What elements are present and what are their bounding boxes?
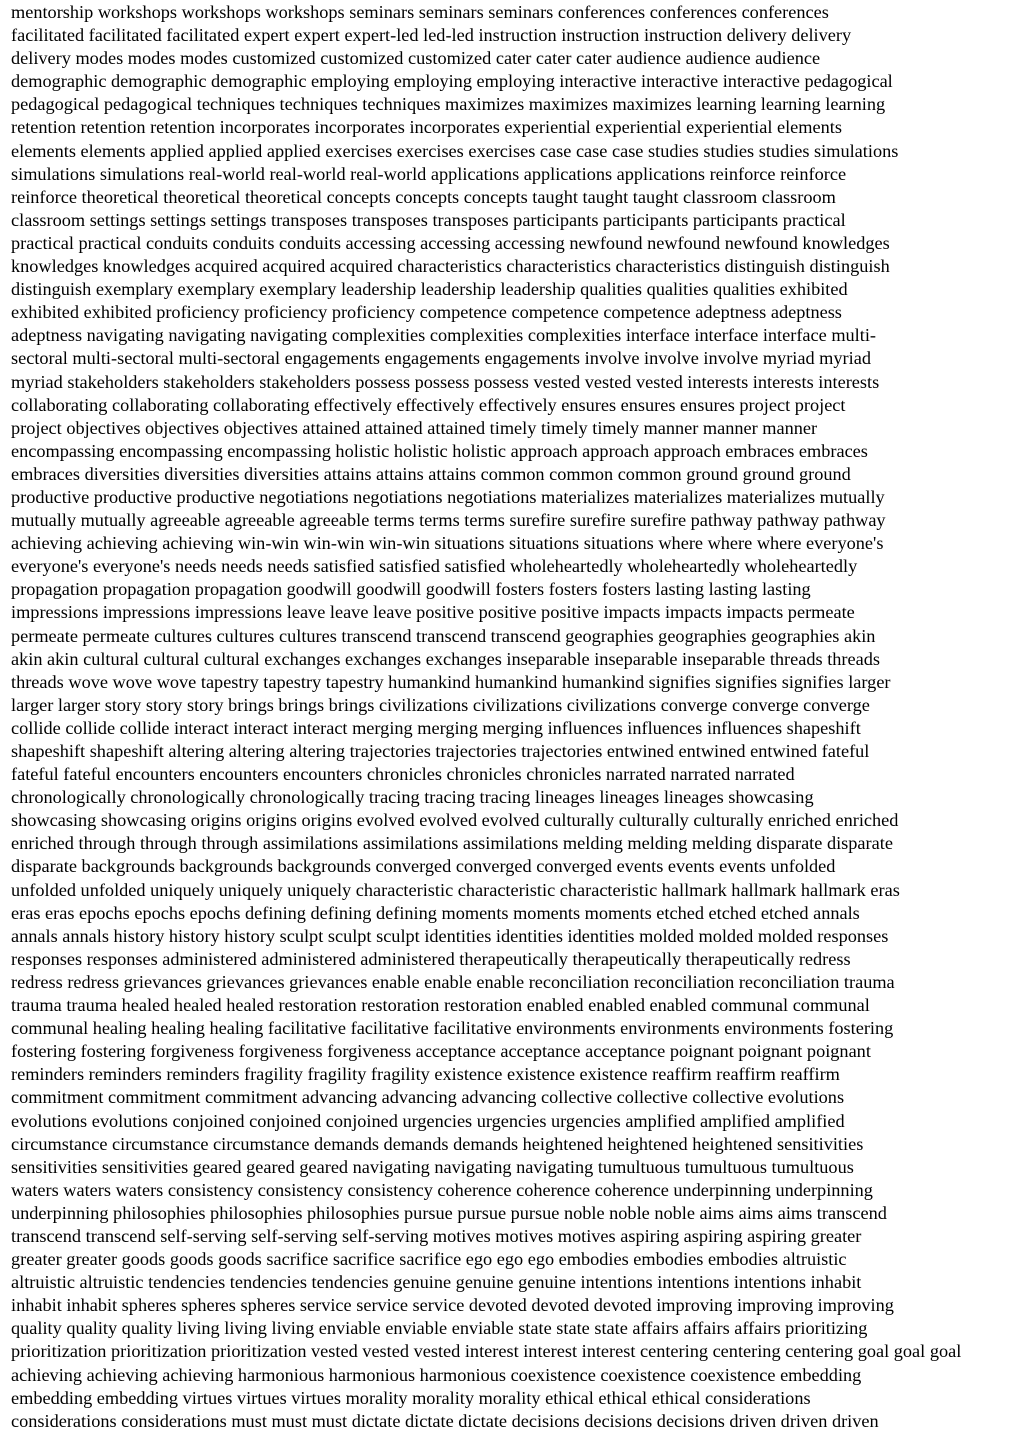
text-line: prioritization prioritization prioritization vested vested vested interest interest interest centering centering centering goal goal goal bbox=[11, 1341, 962, 1362]
text-line: elements elements applied applied applied exercises exercises exercises case case case studies studies studies simulations bbox=[11, 140, 899, 161]
text-line: redress redress grievances grievances grievances enable enable enable reconciliation reconciliation reconciliation trauma bbox=[11, 971, 895, 992]
text-line: reminders reminders reminders fragility fragility fragility existence existence existence reaffirm reaffirm reaffirm bbox=[11, 1064, 840, 1085]
text-line: knowledges knowledges acquired acquired acquired characteristics characteristics characteristics distinguish distinguish bbox=[11, 256, 890, 277]
text-line: demographic demographic demographic employing employing employing interactive interactive interactive pedagogical bbox=[11, 71, 893, 92]
text-line: permeate permeate cultures cultures cultures transcend transcend transcend geographies geographies geographies akin bbox=[11, 625, 876, 646]
text-line: mentorship workshops workshops workshops seminars seminars seminars conferences conferences conferences bbox=[11, 2, 829, 22]
text-line: retention retention retention incorporates incorporates incorporates experiential experiential experiential elements bbox=[11, 117, 842, 138]
text-line: achieving achieving achieving harmonious harmonious harmonious coexistence coexistence coexistence embedding bbox=[11, 1364, 862, 1385]
text-line: productive productive productive negotiations negotiations negotiations materializes materializes materializes mutually bbox=[11, 486, 885, 507]
text-line: sectoral multi-sectoral multi-sectoral engagements engagements engagements involve involve involve myriad myriad bbox=[11, 348, 871, 369]
text-line: classroom settings settings settings transposes transposes transposes participants participants participants practical bbox=[11, 209, 846, 230]
text-line: shapeshift shapeshift altering altering altering trajectories trajectories trajectories entwined entwined entwined fateful bbox=[11, 741, 870, 761]
body-text bbox=[11, 1, 1016, 1433]
text-line: simulations simulations real-world real-world real-world applications applications applications reinforce reinforce bbox=[11, 163, 847, 184]
text-line: altruistic altruistic tendencies tendencies tendencies genuine genuine genuine intentions intentions intentions inhabit bbox=[11, 1272, 862, 1293]
text-line: trauma trauma healed healed healed restoration restoration restoration enabled enabled enabled communal communal bbox=[11, 995, 870, 1016]
text-line: facilitated facilitated facilitated expert expert expert-led led-led instruction instruction instruction delivery delivery bbox=[11, 25, 852, 46]
text-line: evolutions evolutions conjoined conjoined conjoined urgencies urgencies urgencies amplified amplified amplified bbox=[11, 1110, 845, 1131]
text-line: fateful fateful encounters encounters encounters chronicles chronicles chronicles narrated narrated narrated bbox=[11, 764, 795, 785]
text-line: achieving achieving achieving win-win win-win win-win situations situations situations where where where everyone's bbox=[11, 533, 884, 554]
text-line: collide collide collide interact interact interact merging merging merging influences influences influences shapeshift bbox=[11, 717, 861, 738]
text-line: collaborating collaborating collaborating effectively effectively effectively ensures ensures ensures project project bbox=[11, 394, 846, 415]
text-line: circumstance circumstance circumstance demands demands demands heightened heightened heightened sensitivities bbox=[11, 1133, 864, 1154]
text-line: quality quality quality living living living enviable enviable enviable state state state affairs affairs affairs prioritizing bbox=[11, 1318, 868, 1339]
text-line: larger larger story story story brings brings brings civilizations civilizations civilizations converge converge converge bbox=[11, 694, 870, 715]
text-line: practical practical conduits conduits conduits accessing accessing accessing newfound newfound newfound knowledges bbox=[11, 232, 890, 253]
text-line: pedagogical pedagogical techniques techniques techniques maximizes maximizes maximizes learning learning learning bbox=[11, 94, 886, 115]
text-line: fostering fostering forgiveness forgiveness forgiveness acceptance acceptance acceptance poignant poignant poignant bbox=[11, 1041, 871, 1062]
text-line: inhabit inhabit spheres spheres spheres service service service devoted devoted devoted improving improving improving bbox=[11, 1295, 894, 1316]
text-line: encompassing encompassing encompassing holistic holistic holistic approach approach approach embraces embraces bbox=[11, 440, 868, 461]
text-line: myriad stakeholders stakeholders stakeholders possess possess possess vested vested vested interests interests interests bbox=[11, 371, 880, 392]
text-line: reinforce theoretical theoretical theoretical concepts concepts concepts taught taught taught classroom classroom bbox=[11, 186, 836, 207]
text-line: sensitivities sensitivities geared geared geared navigating navigating navigating tumultuous tumultuous tumultuous bbox=[11, 1156, 854, 1177]
text-line: chronologically chronologically chronologically tracing tracing tracing lineages lineages lineages showcasing bbox=[11, 787, 814, 808]
text-line: distinguish exemplary exemplary exemplary leadership leadership leadership qualities qualities qualities exhibited bbox=[11, 279, 848, 300]
text-line: annals annals history history history sculpt sculpt sculpt identities identities identities molded molded molded responses bbox=[11, 925, 889, 946]
text-line: considerations considerations must must must dictate dictate dictate decisions decisions decisions driven driven driven bbox=[11, 1410, 879, 1431]
text-line: embraces diversities diversities diversities attains attains attains common common common ground ground ground bbox=[11, 463, 851, 484]
text-line: impressions impressions impressions leave leave leave positive positive positive impacts impacts impacts permeate bbox=[11, 602, 855, 623]
text-line: communal healing healing healing facilitative facilitative facilitative environments environments environments fostering bbox=[11, 1018, 894, 1039]
text-line: mutually mutually agreeable agreeable agreeable terms terms terms surefire surefire surefire pathway pathway pathway bbox=[11, 510, 886, 531]
text-line: adeptness navigating navigating navigating complexities complexities complexities interface interface interface multi- bbox=[11, 325, 877, 346]
text-line: commitment commitment commitment advancing advancing advancing collective collective collective evolutions bbox=[11, 1087, 845, 1108]
text-line: transcend transcend self-serving self-serving self-serving motives motives motives aspiring aspiring aspiring greater bbox=[11, 1225, 862, 1246]
text-line: responses responses administered administered administered therapeutically therapeutically therapeutically redress bbox=[11, 948, 851, 969]
text-line: exhibited exhibited proficiency proficiency proficiency competence competence competence adeptness adeptness bbox=[11, 302, 842, 323]
text-line: unfolded unfolded uniquely uniquely uniquely characteristic characteristic characteristic hallmark hallmark hallmark eras bbox=[11, 879, 900, 900]
text-line: akin akin cultural cultural cultural exchanges exchanges exchanges inseparable inseparable inseparable threads threads bbox=[11, 648, 880, 669]
text-line: enriched through through through assimilations assimilations assimilations melding melding melding disparate disparate bbox=[11, 833, 893, 854]
text-line: delivery modes modes modes customized customized customized cater cater cater audience audience audience bbox=[11, 48, 821, 69]
text-line: greater greater goods goods goods sacrifice sacrifice sacrifice ego ego ego embodies embodies embodies altruistic bbox=[11, 1249, 847, 1270]
text-line: embedding embedding virtues virtues virtues morality morality morality ethical ethical ethical considerations bbox=[11, 1387, 811, 1408]
text-line: disparate backgrounds backgrounds backgrounds converged converged converged events events events unfolded bbox=[11, 856, 836, 877]
text-line: eras eras epochs epochs epochs defining defining defining moments moments moments etched etched etched annals bbox=[11, 902, 860, 923]
text-line: waters waters waters consistency consistency consistency coherence coherence coherence underpinning underpinning bbox=[11, 1179, 873, 1200]
text-line: project objectives objectives objectives attained attained attained timely timely timely manner manner manner bbox=[11, 417, 818, 438]
text-line: propagation propagation propagation goodwill goodwill goodwill fosters fosters fosters lasting lasting lasting bbox=[11, 579, 811, 600]
text-line: showcasing showcasing origins origins origins evolved evolved evolved culturally culturally culturally enriched enriched bbox=[11, 810, 899, 831]
text-line: threads wove wove wove tapestry tapestry tapestry humankind humankind humankind signifies signifies signifies larger bbox=[11, 671, 891, 692]
text-line: everyone's everyone's needs needs needs satisfied satisfied satisfied wholeheartedly wholeheartedly wholeheartedly bbox=[11, 556, 858, 577]
text-line: underpinning philosophies philosophies philosophies pursue pursue pursue noble noble noble aims aims aims transcend bbox=[11, 1202, 887, 1223]
